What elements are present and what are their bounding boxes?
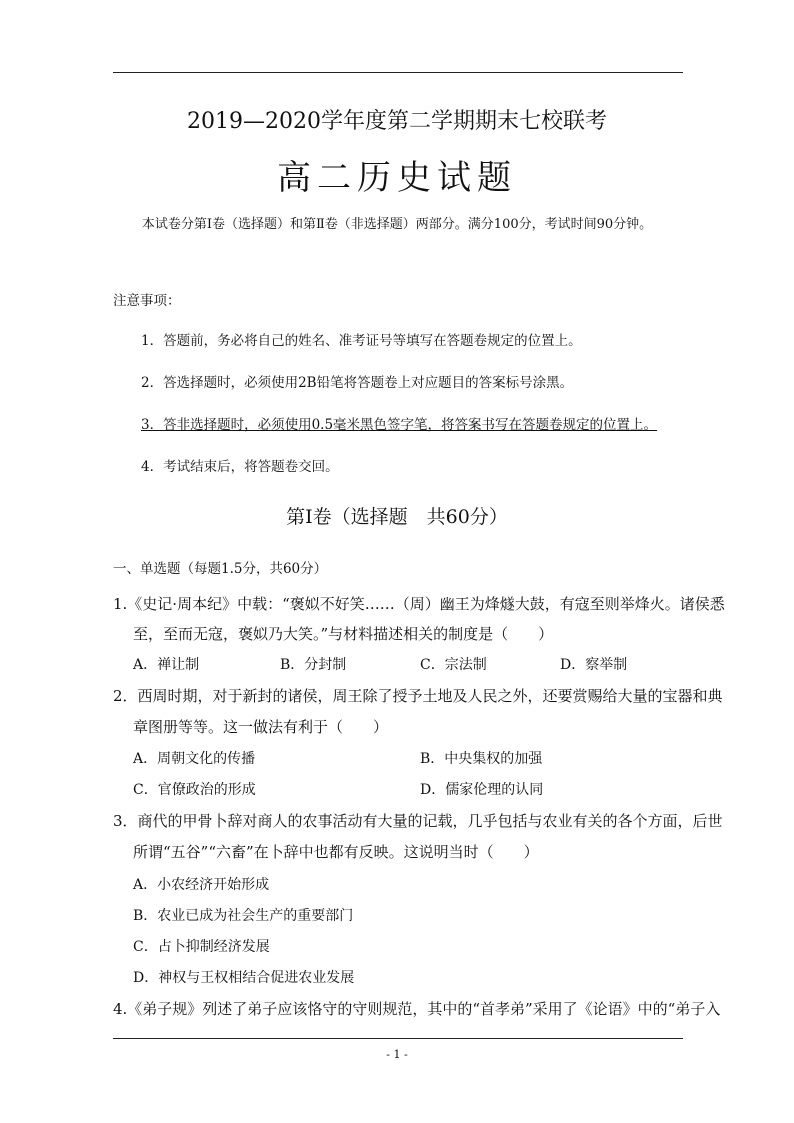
bottom-rule bbox=[113, 1038, 683, 1039]
question-3-option-c: C．占卜抑制经济发展 bbox=[133, 939, 270, 955]
question-2-option-b: B．中央集权的加强 bbox=[420, 751, 543, 767]
question-3-option-a: A．小农经济开始形成 bbox=[133, 877, 270, 893]
exam-subtitle: 2019—2020学年度第二学期期末七校联考 bbox=[187, 109, 607, 134]
question-3-line-1: 3．商代的甲骨卜辞对商人的农事活动有大量的记载，几乎包括与农业有关的各个方面，后世 bbox=[113, 812, 723, 830]
notice-item-3: 3．答非选择题时，必须使用0.5毫米黑色签字笔，将答案书写在答题卷规定的位置上。 bbox=[141, 417, 658, 433]
question-4-line-1: 4.《弟子规》列述了弟子应该恪守的守则规范，其中的“首孝弟”采用了《论语》中的“弟子入 bbox=[113, 1000, 721, 1018]
notice-heading: 注意事项： bbox=[113, 293, 181, 309]
exam-intro: 本试卷分第Ⅰ卷（选择题）和第Ⅱ卷（非选择题）两部分。满分100分，考试时间90分钟。 bbox=[141, 217, 653, 232]
question-type-heading: 一、单选题（每题1.5分，共60分） bbox=[113, 561, 328, 577]
exam-title: 高二历史试题 bbox=[277, 158, 517, 198]
question-1-option-b: B．分封制 bbox=[280, 657, 347, 673]
question-2-option-c: C．官僚政治的形成 bbox=[133, 782, 256, 798]
question-2-option-a: A．周朝文化的传播 bbox=[133, 751, 256, 767]
question-2-line-2: 章图册等等。这一做法有利于（ ） bbox=[133, 718, 389, 736]
notice-item-1: 1．答题前，务必将自己的姓名、准考证号等填写在答题卷规定的位置上。 bbox=[141, 333, 582, 349]
question-3-line-2: 所谓“五谷”“六畜”在卜辞中也都有反映。这说明当时（ ） bbox=[133, 843, 539, 861]
question-1-line-1: 1.《史记·周本纪》中载：“褒姒不好笑……（周）幽王为烽燧大鼓，有寇至则举烽火。诸侯悉 bbox=[113, 595, 725, 613]
question-3-option-d: D．神权与王权相结合促进农业发展 bbox=[133, 970, 355, 986]
notice-item-2: 2．答选择题时，必须使用2B铅笔将答题卷上对应题目的答案标号涂黑。 bbox=[141, 375, 574, 391]
question-1-option-d: D．察举制 bbox=[560, 657, 628, 673]
page-number: - 1 - bbox=[386, 1048, 408, 1061]
section-title: 第Ⅰ卷（选择题 共60分） bbox=[286, 506, 508, 528]
question-1-line-2: 至，至而无寇，褒姒乃大笑。”与材料描述相关的制度是（ ） bbox=[133, 625, 554, 643]
question-2-option-d: D．儒家伦理的认同 bbox=[420, 782, 544, 798]
question-2-line-1: 2．西周时期，对于新封的诸侯，周王除了授予土地及人民之外，还要赏赐给大量的宝器和典 bbox=[113, 687, 723, 705]
top-rule bbox=[113, 72, 683, 73]
notice-item-4: 4．考试结束后，将答题卷交回。 bbox=[141, 459, 339, 475]
question-3-option-b: B．农业已成为社会生产的重要部门 bbox=[133, 908, 354, 924]
question-1-option-a: A．禅让制 bbox=[133, 657, 200, 673]
question-1-option-c: C．宗法制 bbox=[420, 657, 487, 673]
